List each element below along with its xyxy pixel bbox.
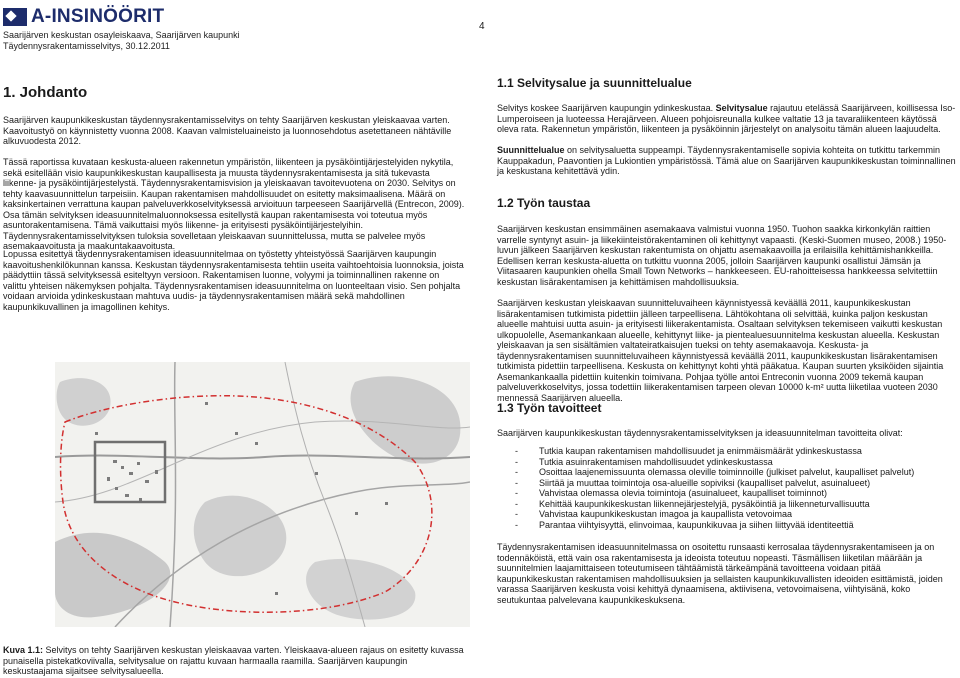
text-span: on selvitysaluetta suppeampi. Täydennysrakentamiselle sopivia kohteita on tutkittu tarkemmin Kauppakadun, Paavontien ja Lukiontien ympäristössä. Tämä alue on Saarijärven kaupunkikeskustan toiminnallinen ja keskustana kehitettävä ydin. [497,145,956,176]
section-title-1-2: 1.2 Työn taustaa [497,196,591,210]
list-item: - Tutkia kaupan rakentamisen mahdollisuudet ja enimmäismäärät ydinkeskustassa [515,446,862,456]
list-item-text: Siirtää ja muuttaa toimintoja osa-alueille sopiviksi (kaupalliset palvelut, asuinalueet) [539,477,871,488]
section-title-johdanto: 1. Johdanto [3,84,88,101]
text-span: rajautuu etelässä Saarijärveen, koillisessa Iso-Lumperoiseen ja luoteessa Herajärveen. Alueen pohjoisreunalla kulkee valtatie 13 ja tavaraliikenteen käytössä oleva rata. Rakennetun ympäristön, liikenteen ja pysäköinnin järjestelyt on analysoitu tämän alueen laajuudelta. [497,103,956,134]
text-span: Selvitys koskee Saarijärven kaupungin ydinkeskustaa. [497,103,716,113]
list-item-text: Vahvistaa kaupunkikeskustan imagoa ja kaupallista vetovoimaa [539,509,792,519]
goals-list [515,446,914,530]
section-1-1-paragraph-2 [497,145,957,177]
list-item-text: Kehittää kaupunkikeskustan liikennejärjestelyjä, pysäköintiä ja liikenneturvallisuutta [539,498,870,509]
list-item: - Vahvistaa kaupunkikeskustan imagoa ja kaupallista vetovoimaa [515,509,792,519]
page-number: 4 [479,21,485,32]
term-suunnittelualue: Suunnittelualue [497,145,565,155]
section-title-1-1: 1.1 Selvitysalue ja suunnittelualue [497,76,692,90]
header-report-line: Täydennysrakentamisselvitys, 30.12.2011 [3,41,170,51]
intro-paragraph-1: Saarijärven kaupunkikeskustan täydennysrakentamisselvitys on tehty Saarijärven keskustan yleiskaavaa varten. Kaavoitustyö on käynnistetty vuonna 2008. Kaavan valmisteluaineisto ja luonnosehdotus asetettaneen nähtäville alkuvuodesta 2012. [3,115,452,146]
section-1-3-closing: Täydennysrakentamisen ideasuunnitelmassa on osoitettu runsaasti kerrosalaa täydennysrakentamiseen ja on todennäköistä, että vain osa rakentamisesta ja ideoista toteutuu nopeasti. Täsmällisen liiketilan määrään ja suunnitelmien laajamittaiseen toteutumiseen tähtäämistä tärkeämpänä tavoitteena voidaan pitää kaupunkikeskustan rakentamisen mahdollisuuksien ja sellaisten kaupunkikuvallisten ideoiden esittämistä, joiden varassa Saarijärven keskusta voisi kehittyä dynaamisena, aktiivisena, vetovoimaisena, viihtyisänä, koko seutukuntaa palvelevana kaupunkikeskuksena. [497,542,943,605]
list-item: - Osoittaa laajenemissuunta olemassa oleville toiminnoille (julkiset palvelut, kaupalliset palvelut) [515,467,915,477]
logo-text: A-INSINÖÖRIT [31,6,165,27]
list-item: - Tutkia asuinrakentamisen mahdollisuudet ydinkeskustassa [515,456,773,467]
section-title-1-3: 1.3 Työn tavoitteet [497,401,602,415]
intro-paragraph-2: Tässä raportissa kuvataan keskusta-alueen rakennetun ympäristön, liikenteen ja pysäköintijärjestelyiden nykytila, sekä esitellään visio kaupunkikeskustan kaupallisesta ja muusta täydennysrakentamisesta ja sitä tukevasta liikenne- ja pysäköintijärjestelystä. Täydennysrakentamisvision ja yleiskaavan tavoitevuotena on 2030. Selvitys on tehty kaavasuunnittelun tarpeisiin. Kaupan rakentamisen mahdollisuudet on esitetty maksimaalisena. Määrä on kaksinkertainen verrattuna kaupan palveluverkkoselvityksessä arvioituun tarpeeseen Saarijärvellä (Entrecon, 2009). Osa tämän selvityksen ideasuunnitelmaluonnoksessa esitellystä kaupan rakentamisesta voi toteutua myös asuntorakentamisena. Tämä vaikuttaisi myös liikenne- ja erityisesti pysäköintijärjestelyihin. Täydennysrakentamisselvityksen tuloksia sovelletaan yleiskaavan suunnittelussa, mutta se palvelee myös asemakaavoitusta ja maakuntakaavoitusta. [3,157,465,251]
section-1-3-intro: Saarijärven kaupunkikeskustan täydennysrakentamisselvityksen ja ideasuunnitelman tavoitteita olivat: [497,428,903,438]
list-item: - Siirtää ja muuttaa toimintoja osa-alueille sopiviksi (kaupalliset palvelut, asuinalueet) [515,477,871,488]
list-item-text: Tutkia kaupan rakentamisen mahdollisuudet ja enimmäismäärät ydinkeskustassa [539,446,862,456]
list-item-text: Vahvistaa olemassa olevia toimintoja (asuinalueet, kaupalliset toiminnot) [539,488,827,498]
list-item: - Parantaa viihtyisyyttä, elinvoimaa, kaupunkikuvaa ja siihen liittyvää identiteettiä [515,519,854,530]
header-project-line: Saarijärven keskustan osayleiskaava, Saarijärven kaupunki [3,30,240,40]
area-map-figure [55,362,470,627]
logo-mark-icon [3,8,27,26]
section-1-2-paragraph-2: Saarijärven keskustan yleiskaavan suunnitteluvaiheen käynnistyessä keväällä 2011, kaupunkikeskustan lisärakentamisen tutkimista pidettiin jälleen tarpeellisena. Lähtökohtana oli selvittää, kuinka paljon keskustan alueelle mahtuisi uutta asuin- ja erityisesti liikerakentamista. Osaltaan selvityksen tekemiseen vaikutti keskustan ulkopuolelle, Asemankankaan alueelle, kehittynyt liike- ja pientealuesuunnitelma keskustan alueella. Keskustan yleiskaavan ja sen sisältämien valtateiratkaisujen tueksi on tehty asemakaavoja. Keskusta- ja täydennysrakentamisen suunnitteluvaiheen käynnistyessä keväällä 2011, kaupunkikeskustan lisärakentamisen tutkimista pidettiin tarpeellisena. Keskusta on kehittynyt kohti yhtä pääkatua. Kaupan suurten yksiköiden sijaintia Asemankankaalla pidettiin kuitenkin toimivana. Pohjaa työlle antoi Entreconin vuonna 2009 tekemä kaupan palveluverkkoselvitys, jossa todettiin liikerakentamisen tarpeen olevan 10000 k-m² uutta liiketilaa vuoteen 2030 mennessä Saarijärven alueella. [497,298,944,403]
section-1-1-paragraph-1 [497,103,957,135]
company-logo [3,6,164,28]
caption-text: Selvitys on tehty Saarijärven keskustan yleiskaavaa varten. Yleiskaava-alueen rajaus on esitetty kuvassa punaisella pistekatkoviivalla, selvitysalue on rajattu kuvaan harmaalla raamilla. Saarijärven kaupungin keskustaajama sijaitsee selvitysalueella. [3,645,464,676]
list-item: - Kehittää kaupunkikeskustan liikennejärjestelyjä, pysäköintiä ja liikenneturvallisuutta [515,498,870,509]
caption-label: Kuva 1.1: [3,645,44,655]
list-item-text: Osoittaa laajenemissuunta olemassa oleville toiminnoille (julkiset palvelut, kaupalliset palvelut) [539,467,915,477]
term-selvitysalue: Selvitysalue [715,103,768,113]
map-graphic [55,362,470,627]
list-item-text: Tutkia asuinrakentamisen mahdollisuudet ydinkeskustassa [539,456,773,467]
list-item: - Vahvistaa olemassa olevia toimintoja (asuinalueet, kaupalliset toiminnot) [515,488,827,498]
section-1-2-paragraph-1: Saarijärven keskustan ensimmäinen asemakaava valmistui vuonna 1950. Tuohon saakka kirkonkylän raittien varrelle syntynyt asuin- ja liikekiinteistörakentaminen oli kehittynyt vapaasti. (Keski-Suomen museo, 2008.) 1950-luvun jälkeen Saarijärven keskustan rakentumista on ohjattu asemakaavoilla ja erilaisilla kehittämishankkeilla. Edellisen kerran keskusta-aluetta on tutkittu vuonna 2005, jolloin Saarijärven kaupunki osallistui Jämsän ja Viitasaaren kaupunkien ohella Small Town Networks – hankkeeseen. EU-rahoitteisessa hankkeessa selvitettiin keskustan lisärakentamisen ja kehittämisen mahdollisuuksia. [497,224,947,287]
map-lake [57,378,111,426]
intro-paragraph-3: Lopussa esitettyä täydennysrakentamisen ideasuunnitelmaa on työstetty yhteistyössä Saarijärven kaupungin kaavoitushenkilökunnan kanssa. Keskustan täydennysrakentamisesta tehtiin useita vaihtoehtoisia luonnoksia, joista päädyttiin tässä selvityksessä esiteltyyn versioon. Rakentamisen luonne, volyymi ja toiminnallinen rakenne on valittu yhteisen näkemyksen pohjalta. Täydennysrakentamisen ideasuunnitelma on luonteeltaan visio. Sen pohjalta voidaan arvioida ydinkeskustaan mahtuva uudis- ja täydennysrakentamisen määrä sekä mahdollinen kaupunkikuvallinen ja imagollinen kehitys. [3,249,464,312]
list-item-text: Parantaa viihtyisyyttä, elinvoimaa, kaupunkikuvaa ja siihen liittyvää identiteettiä [539,519,854,530]
figure-caption [3,645,465,677]
